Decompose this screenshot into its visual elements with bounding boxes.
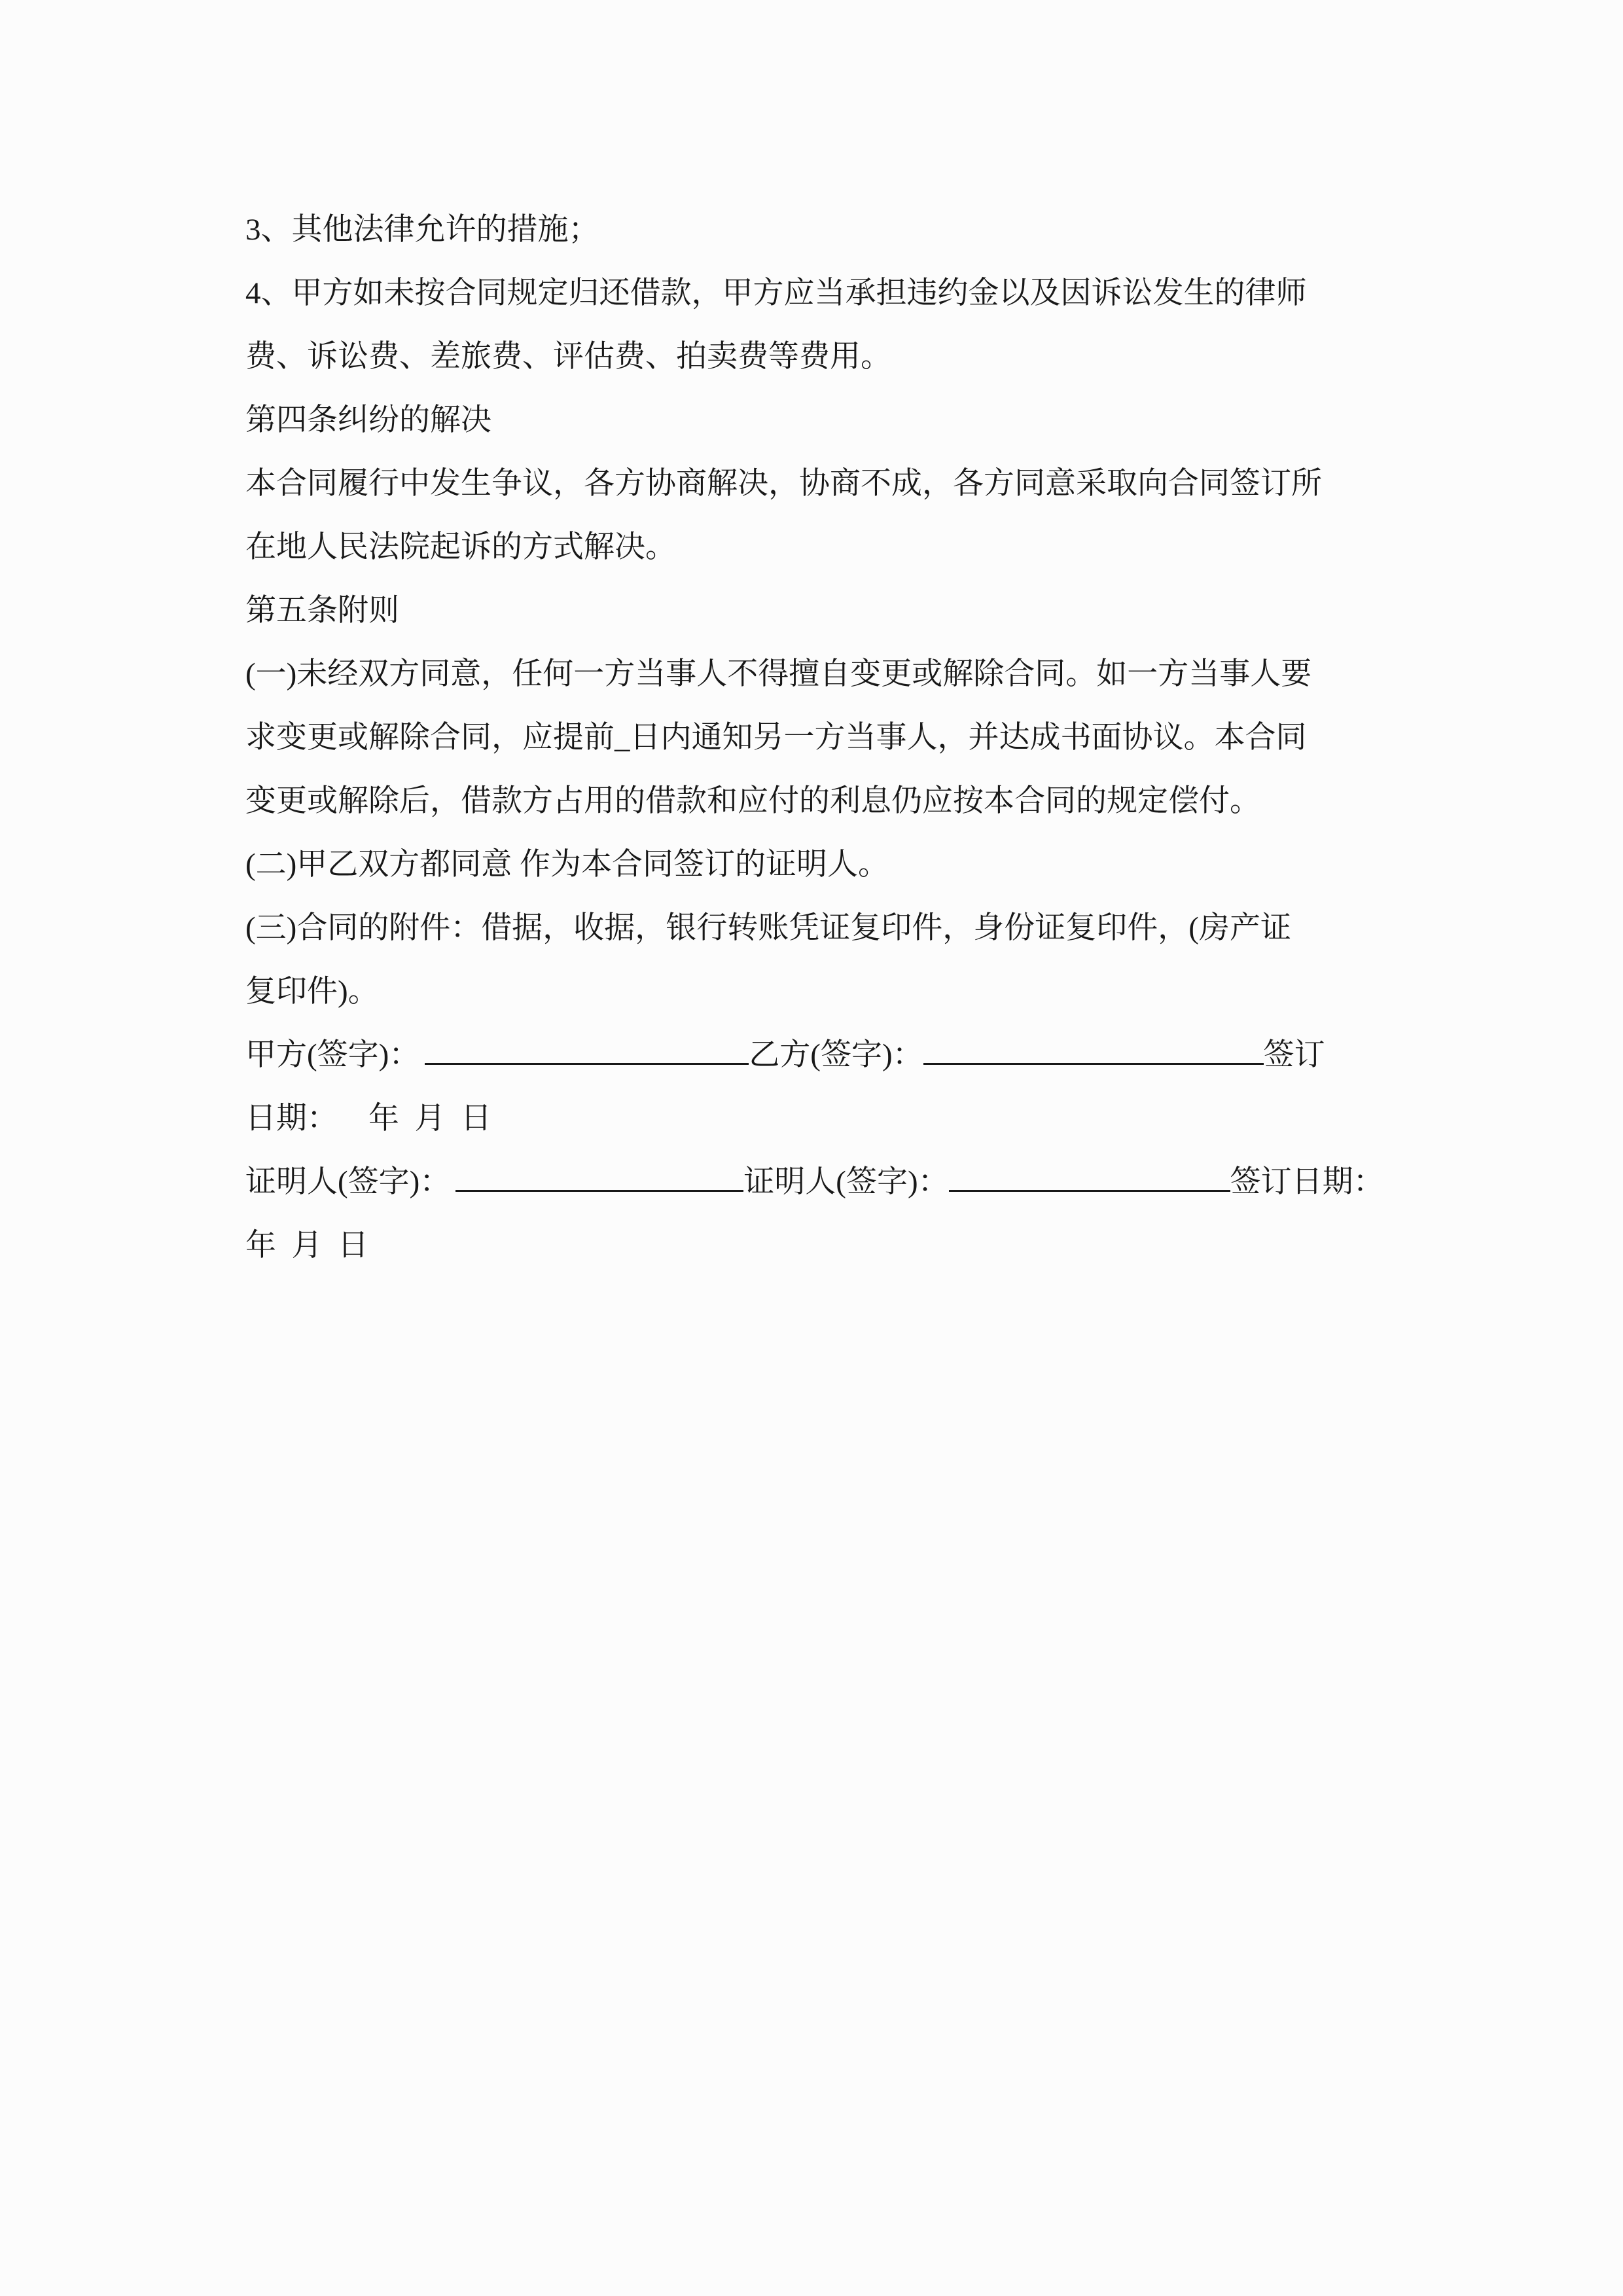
clause-4-breach-line-2: 费、诉讼费、差旅费、评估费、拍卖费等费用。 (245, 340, 891, 374)
article-4-heading: 第四条纠纷的解决 (245, 403, 491, 437)
article-5-item-1-line-3: 变更或解除后，借款方占用的借款和应付的利息仍应按本合同的规定偿付。 (245, 784, 1260, 818)
signature-line-witnesses (245, 1151, 1528, 1214)
article-5-heading: 第五条附则 (245, 594, 399, 628)
article-5-item-1-line-2: 求变更或解除合同，应提前_日内通知另一方当事人，并达成书面协议。本合同 (245, 721, 1307, 755)
party-a-sign-label: 甲方(签字)： (245, 1038, 420, 1072)
witness-2-sign-label: 证明人(签字)： (743, 1165, 949, 1199)
signature-line-parties (245, 1024, 1528, 1087)
contract-body (245, 198, 1528, 1278)
witness-1-signature-blank (455, 1162, 743, 1192)
party-b-sign-label: 乙方(签字)： (749, 1038, 923, 1072)
witness-1-sign-label: 证明人(签字)： (245, 1165, 451, 1199)
article-4-body-line-1: 本合同履行中发生争议，各方协商解决，协商不成，各方同意采取向合同签订所 (245, 467, 1322, 501)
article-5-item-2: (二)甲乙双方都同意 作为本合同签订的证明人。 (245, 848, 889, 882)
party-a-signature-blank (425, 1035, 749, 1065)
sign-word-suffix: 签订 (1263, 1038, 1325, 1072)
sign-date-line-2: 年 月 日 (245, 1229, 368, 1263)
sign-date-line: 日期： 年 月 日 (245, 1102, 491, 1136)
article-5-item-3-line-1: (三)合同的附件：借据，收据，银行转账凭证复印件，身份证复印件，(房产证 (245, 911, 1291, 945)
clause-3-other-measures: 3、其他法律允许的措施； (245, 213, 599, 247)
article-5-item-3-line-2: 复印件)。 (245, 975, 379, 1009)
article-4-body-line-2: 在地人民法院起诉的方式解决。 (245, 530, 676, 564)
clause-4-breach-line-1: 4、甲方如未按合同规定归还借款，甲方应当承担违约金以及因诉讼发生的律师 (245, 276, 1307, 310)
article-5-item-1-line-1: (一)未经双方同意，任何一方当事人不得擅自变更或解除合同。如一方当事人要 (245, 657, 1312, 691)
party-b-signature-blank (923, 1035, 1264, 1065)
sign-date-suffix: 签订日期： (1230, 1165, 1384, 1199)
witness-2-signature-blank (949, 1162, 1230, 1192)
